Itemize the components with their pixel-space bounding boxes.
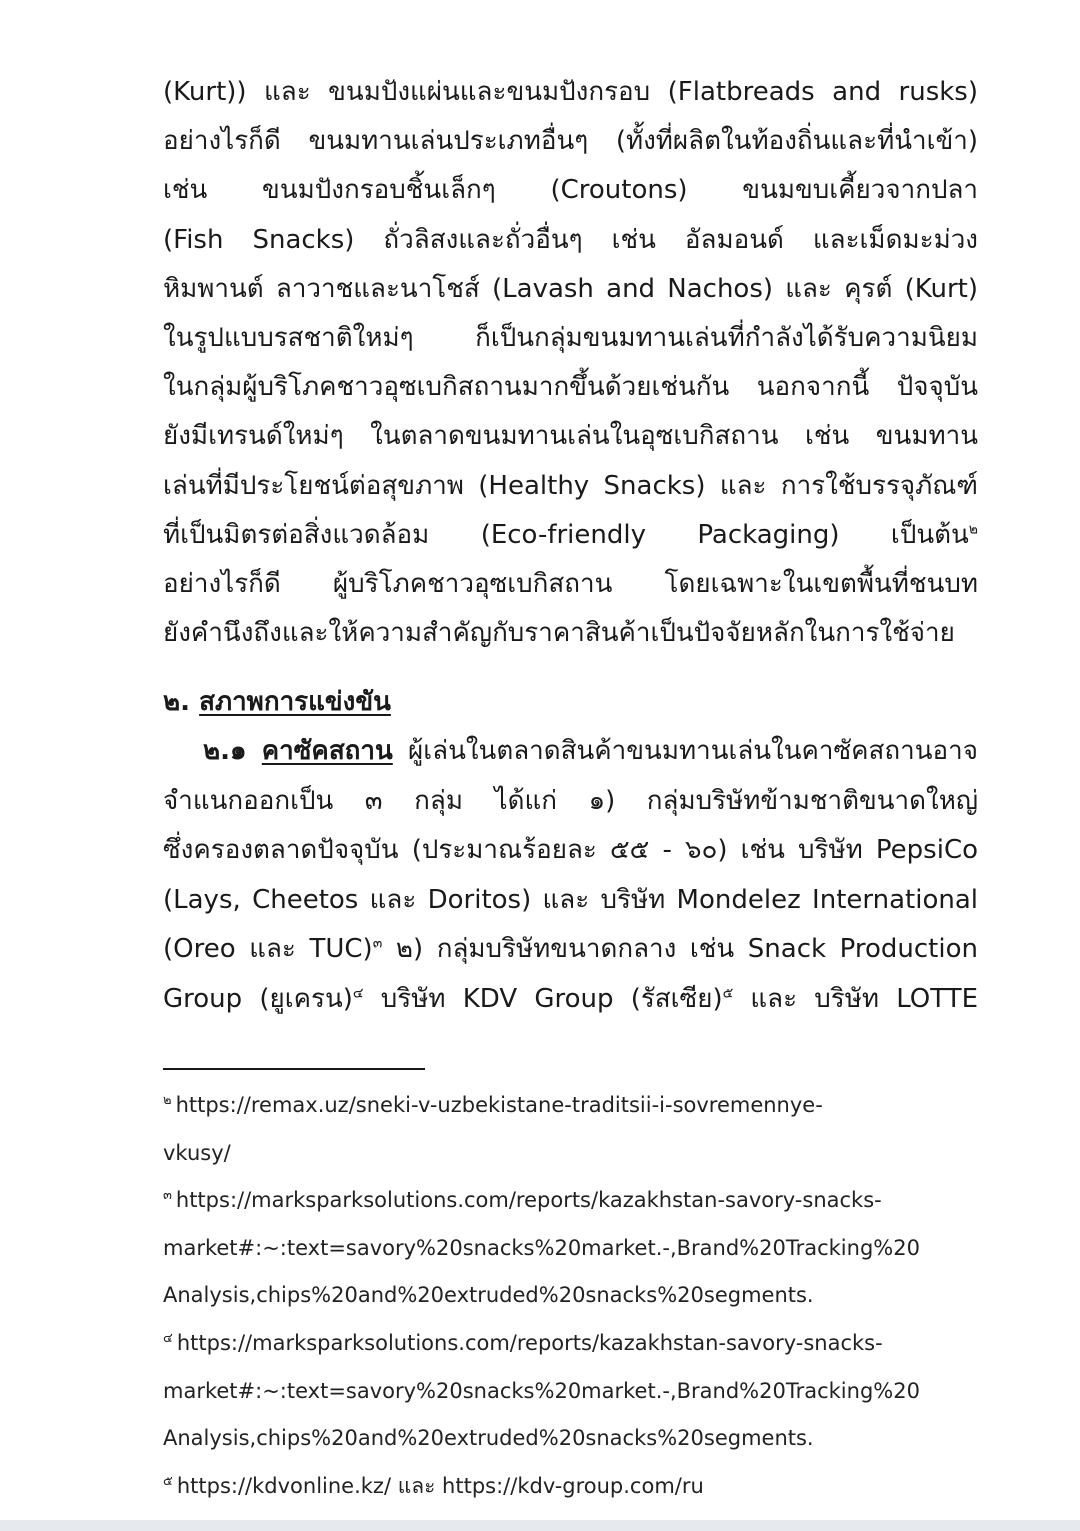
footnote-line	[163, 1463, 1023, 1511]
footnote-mark: ๔	[163, 1330, 173, 1346]
section-heading	[163, 678, 391, 727]
footnote-separator	[163, 1068, 425, 1070]
text-line: ในกลุ่มผู้บริโภคชาวอุซเบกิสถานมากขึ้นด้วยเช่นกัน นอกจากนี้ ปัจจุบัน	[163, 372, 978, 403]
text-line: (Fish Snacks) ถั่วลิสงและถั่วอื่นๆ เช่น อัลมอนด์ และเม็ดมะม่วง	[163, 224, 978, 255]
paragraph-continued	[163, 68, 978, 658]
footnote-line[interactable]: market#:~:text=savory%20snacks%20market.-,Brand%20Tracking%20	[163, 1235, 920, 1260]
section-number: ๒.	[163, 687, 191, 717]
text-line: ซึ่งครองตลาดปัจจุบัน (ประมาณร้อยละ ๕๕ - ๖๐) เช่น บริษัท PepsiCo	[163, 835, 978, 866]
footnote-line	[163, 1177, 1023, 1225]
footnote-link[interactable]: https://kdvonline.kz/ และ https://kdv-group.com/ru	[176, 1473, 704, 1498]
text-line-content: Group (ยูเครน)	[163, 983, 353, 1014]
footnote-line[interactable]: Analysis,chips%20and%20extruded%20snacks%20segments.	[163, 1283, 814, 1308]
text-line-content: ที่เป็นมิตรต่อสิ่งแวดล้อม (Eco-friendly Packaging) เป็นต้น	[163, 519, 969, 550]
text-line	[163, 975, 978, 1025]
viewer-bottom-edge	[0, 1520, 1080, 1531]
footnote-mark: ๓	[163, 1188, 172, 1204]
footnote-line[interactable]: vkusy/	[163, 1140, 231, 1165]
text-line-content: และ บริษัท LOTTE	[733, 983, 978, 1014]
text-line	[163, 727, 978, 777]
text-line-content: (Oreo และ TUC)	[163, 934, 373, 965]
footnote-link[interactable]: https://marksparksolutions.com/reports/kazakhstan-savory-snacks-	[176, 1330, 883, 1355]
text-line: อย่างไรก็ดี ขนมทานเล่นประเภทอื่นๆ (ทั้งที่ผลิตในท้องถิ่นและที่นำเข้า)	[163, 126, 978, 157]
footnote-ref[interactable]: ๕	[722, 985, 734, 1002]
text-line: อย่างไรก็ดี ผู้บริโภคชาวอุซเบกิสถาน โดยเฉพาะในเขตพื้นที่ชนบท	[163, 568, 978, 599]
text-line: (Lays, Cheetos และ Doritos) และ บริษัท Mondelez International	[163, 884, 978, 915]
footnotes	[163, 1082, 1023, 1510]
text-line: จำแนกออกเป็น ๓ กลุ่ม ได้แก่ ๑) กลุ่มบริษัทข้ามชาติขนาดใหญ่	[163, 785, 978, 816]
footnote-line[interactable]: market#:~:text=savory%20snacks%20market.-,Brand%20Tracking%20	[163, 1378, 920, 1403]
text-line	[163, 511, 978, 560]
subsection-number: ๒.๑	[203, 736, 247, 766]
footnote-mark: ๕	[163, 1473, 173, 1489]
footnote-ref[interactable]: ๓	[372, 935, 383, 952]
section-title: สภาพการแข่งขัน	[199, 687, 391, 717]
text-line: เล่นที่มีประโยชน์ต่อสุขภาพ (Healthy Snacks) และ การใช้บรรจุภัณฑ์	[163, 470, 978, 501]
footnote-mark: ๒	[163, 1093, 172, 1108]
subsection-title: คาซัคสถาน	[261, 736, 393, 766]
text-line: ยังมีเทรนด์ใหม่ๆ ในตลาดขนมทานเล่นในอุซเบกิสถาน เช่น ขนมทาน	[163, 421, 978, 452]
footnote-line[interactable]: Analysis,chips%20and%20extruded%20snacks%20segments.	[163, 1426, 814, 1451]
subsection-kazakhstan	[163, 727, 978, 1025]
text-line-content: บริษัท KDV Group (รัสเซีย)	[363, 983, 723, 1014]
text-line-content: ผู้เล่นในตลาดสินค้าขนมทานเล่นในคาซัคสถานอาจ	[392, 736, 978, 766]
footnote-ref[interactable]: ๒	[968, 521, 978, 538]
footnote-line	[163, 1320, 1023, 1368]
text-line: (Kurt)) และ ขนมปังแผ่นและขนมปังกรอบ (Flatbreads and rusks)	[163, 77, 978, 107]
footnote-link[interactable]: https://remax.uz/sneki-v-uzbekistane-traditsii-i-sovremennye-	[175, 1093, 823, 1117]
text-line-content: ๒) กลุ่มบริษัทขนาดกลาง เช่น Snack Production	[382, 934, 978, 965]
footnote-line	[163, 1082, 1023, 1130]
text-line	[163, 925, 978, 975]
text-line: เช่น ขนมปังกรอบชิ้นเล็กๆ (Croutons) ขนมขบเคี้ยวจากปลา	[163, 175, 978, 206]
text-line: ยังคำนึงถึงและให้ความสำคัญกับราคาสินค้าเป็นปัจจัยหลักในการใช้จ่าย	[163, 618, 955, 649]
footnote-link[interactable]: https://marksparksolutions.com/reports/kazakhstan-savory-snacks-	[175, 1188, 882, 1213]
footnote-ref[interactable]: ๔	[352, 985, 364, 1002]
text-line: ในรูปแบบรสชาติใหม่ๆ ก็เป็นกลุ่มขนมทานเล่นที่กำลังได้รับความนิยม	[163, 322, 978, 353]
text-line: หิมพานต์ ลาวาชและนาโชส์ (Lavash and Nachos) และ คุรต์ (Kurt)	[163, 273, 978, 304]
